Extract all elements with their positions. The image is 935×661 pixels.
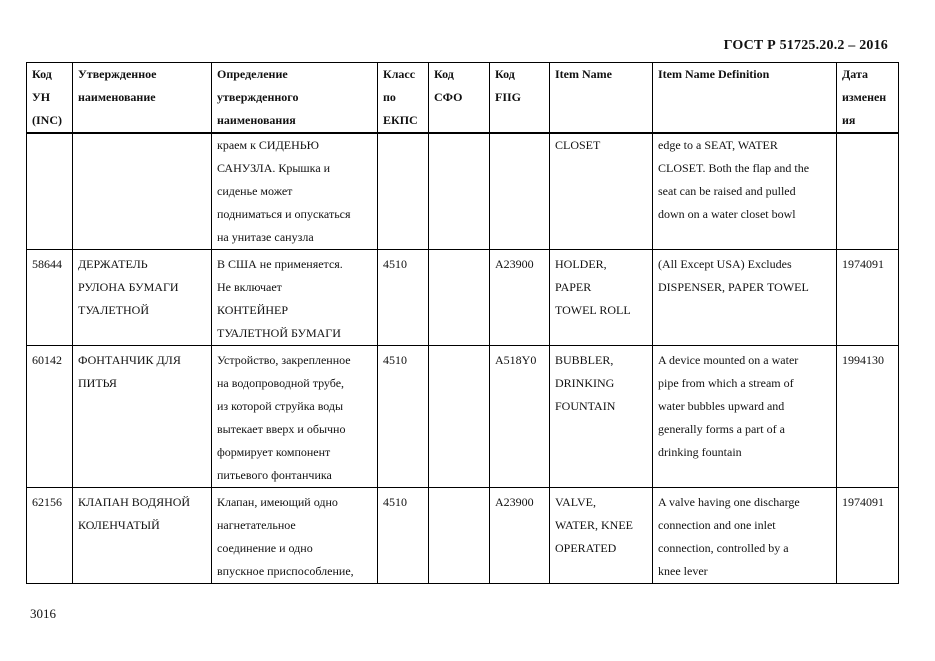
header-line: Item Name (555, 67, 612, 81)
data-table (26, 62, 899, 584)
cell-line: DISPENSER, PAPER TOWEL (658, 280, 809, 294)
cell-line: A23900 (495, 495, 534, 509)
header-line: по (383, 90, 396, 104)
cell-line: 4510 (383, 257, 407, 271)
cell-item-name (550, 346, 653, 488)
cell-line: 4510 (383, 495, 407, 509)
header-line: FIIG (495, 90, 522, 104)
cell-line: 60142 (32, 353, 62, 367)
cell-line: ДЕРЖАТЕЛЬ (78, 257, 148, 271)
cell-inc-code (27, 488, 73, 584)
cell-line: вытекает вверх и обычно (217, 422, 346, 436)
cell-line: впускное приспособление, (217, 564, 354, 578)
cell-line: (All Except USA) Excludes (658, 257, 792, 271)
cell-sfo-code (429, 488, 490, 584)
cell-line: knee lever (658, 564, 708, 578)
cell-approved-name (73, 488, 212, 584)
cell-item-name (550, 133, 653, 250)
cell-line: A23900 (495, 257, 534, 271)
column-header-approved-name (73, 63, 212, 134)
cell-line: CLOSET. Both the flap and the (658, 161, 810, 175)
header-line: утвержденного (217, 90, 299, 104)
cell-line: connection and one inlet (658, 518, 776, 532)
standard-designation: ГОСТ Р 51725.20.2 – 2016 (723, 38, 888, 53)
cell-line: соединение и одно (217, 541, 313, 555)
cell-line: на унитазе санузла (217, 230, 314, 244)
cell-line: ТУАЛЕТНОЙ (78, 303, 149, 317)
cell-ekps-class (378, 346, 429, 488)
table-row (27, 488, 899, 584)
cell-line: pipe from which a stream of (658, 376, 794, 390)
cell-sfo-code (429, 250, 490, 346)
cell-line: ПИТЬЯ (78, 376, 117, 390)
cell-line: ТУАЛЕТНОЙ БУМАГИ (217, 326, 341, 340)
cell-line: A518Y0 (495, 353, 537, 367)
cell-line: DRINKING (555, 376, 615, 390)
cell-line: HOLDER, (555, 257, 607, 271)
table-row (27, 250, 899, 346)
cell-item-name-definition (653, 488, 837, 584)
cell-line: КОЛЕНЧАТЫЙ (78, 518, 160, 532)
column-header-sfo-code (429, 63, 490, 134)
cell-line: PAPER (555, 280, 592, 294)
cell-line: edge to a SEAT, WATER (658, 138, 778, 152)
cell-line: VALVE, (555, 495, 597, 509)
cell-inc-code (27, 133, 73, 250)
cell-ekps-class (378, 250, 429, 346)
header-line: Класс (383, 67, 416, 81)
header-line: Код (495, 67, 515, 81)
column-header-inc-code (27, 63, 73, 134)
cell-name-definition (212, 346, 378, 488)
cell-line: нагнетательное (217, 518, 296, 532)
header-line: наименование (78, 90, 156, 104)
cell-fiig-code (490, 488, 550, 584)
cell-line: water bubbles upward and (658, 399, 785, 413)
header-line: Утвержденное (78, 67, 157, 81)
cell-approved-name (73, 250, 212, 346)
column-header-ekps-class (378, 63, 429, 134)
cell-ekps-class (378, 133, 429, 250)
cell-item-name-definition (653, 250, 837, 346)
header-line: СФО (434, 90, 463, 104)
cell-line: формирует компонент (217, 445, 331, 459)
cell-line: 1974091 (842, 257, 884, 271)
cell-line: Устройство, закрепленное (217, 353, 351, 367)
cell-line: CLOSET (555, 138, 601, 152)
cell-line: Не включает (217, 280, 282, 294)
cell-line: BUBBLER, (555, 353, 614, 367)
cell-line: 58644 (32, 257, 62, 271)
header-line: ЕКПС (383, 113, 418, 127)
table-body (27, 133, 899, 584)
header-line: Item Name Definition (658, 67, 770, 81)
cell-sfo-code (429, 133, 490, 250)
cell-line: A valve having one discharge (658, 495, 800, 509)
cell-line: краем к СИДЕНЬЮ (217, 138, 319, 152)
cell-line: TOWEL ROLL (555, 303, 631, 317)
cell-line: сиденье может (217, 184, 293, 198)
cell-line: FOUNTAIN (555, 399, 616, 413)
cell-fiig-code (490, 346, 550, 488)
cell-line: питьевого фонтанчика (217, 468, 332, 482)
cell-line: В США не применяется. (217, 257, 343, 271)
table-header-row (27, 63, 899, 134)
cell-line: 4510 (383, 353, 407, 367)
header-line: Код (434, 67, 454, 81)
cell-line: WATER, KNEE (555, 518, 633, 532)
cell-approved-name (73, 133, 212, 250)
header-line: Определение (217, 67, 288, 81)
cell-line: подниматься и опускаться (217, 207, 351, 221)
cell-line: 1974091 (842, 495, 884, 509)
cell-ekps-class (378, 488, 429, 584)
column-header-change-date (837, 63, 899, 134)
cell-change-date (837, 346, 899, 488)
cell-inc-code (27, 346, 73, 488)
cell-line: Клапан, имеющий одно (217, 495, 338, 509)
column-header-item-name-definition (653, 63, 837, 134)
page-number: 3016 (30, 606, 56, 621)
cell-change-date (837, 250, 899, 346)
cell-item-name (550, 488, 653, 584)
cell-line: seat can be raised and pulled (658, 184, 796, 198)
cell-line: КОНТЕЙНЕР (217, 303, 289, 317)
cell-name-definition (212, 250, 378, 346)
cell-line: OPERATED (555, 541, 617, 555)
cell-inc-code (27, 250, 73, 346)
cell-line: A device mounted on a water (658, 353, 799, 367)
column-header-name-definition (212, 63, 378, 134)
cell-item-name-definition (653, 346, 837, 488)
table-row (27, 346, 899, 488)
cell-item-name-definition (653, 133, 837, 250)
cell-line: РУЛОНА БУМАГИ (78, 280, 179, 294)
header-line: Код (32, 67, 52, 81)
cell-sfo-code (429, 346, 490, 488)
cell-name-definition (212, 133, 378, 250)
cell-change-date (837, 133, 899, 250)
cell-line: down on a water closet bowl (658, 207, 796, 221)
header-line: (INC) (32, 113, 62, 127)
column-header-fiig-code (490, 63, 550, 134)
table-row (27, 133, 899, 250)
cell-fiig-code (490, 133, 550, 250)
cell-line: КЛАПАН ВОДЯНОЙ (78, 495, 191, 509)
header-line: наименования (217, 113, 296, 127)
cell-fiig-code (490, 250, 550, 346)
header-line: изменен (842, 90, 887, 104)
cell-line: generally forms a part of a (658, 422, 785, 436)
cell-approved-name (73, 346, 212, 488)
cell-item-name (550, 250, 653, 346)
cell-name-definition (212, 488, 378, 584)
cell-line: на водопроводной трубе, (217, 376, 345, 390)
cell-line: 62156 (32, 495, 62, 509)
cell-line: из которой струйка воды (217, 399, 344, 413)
header-line: ия (842, 113, 856, 127)
header-line: Дата (842, 67, 868, 81)
cell-line: 1994130 (842, 353, 884, 367)
cell-line: САНУЗЛА. Крышка и (217, 161, 331, 175)
cell-line: ФОНТАНЧИК ДЛЯ (78, 353, 181, 367)
cell-line: drinking fountain (658, 445, 742, 459)
header-line: УН (32, 90, 51, 104)
cell-line: connection, controlled by a (658, 541, 789, 555)
cell-change-date (837, 488, 899, 584)
column-header-item-name (550, 63, 653, 134)
